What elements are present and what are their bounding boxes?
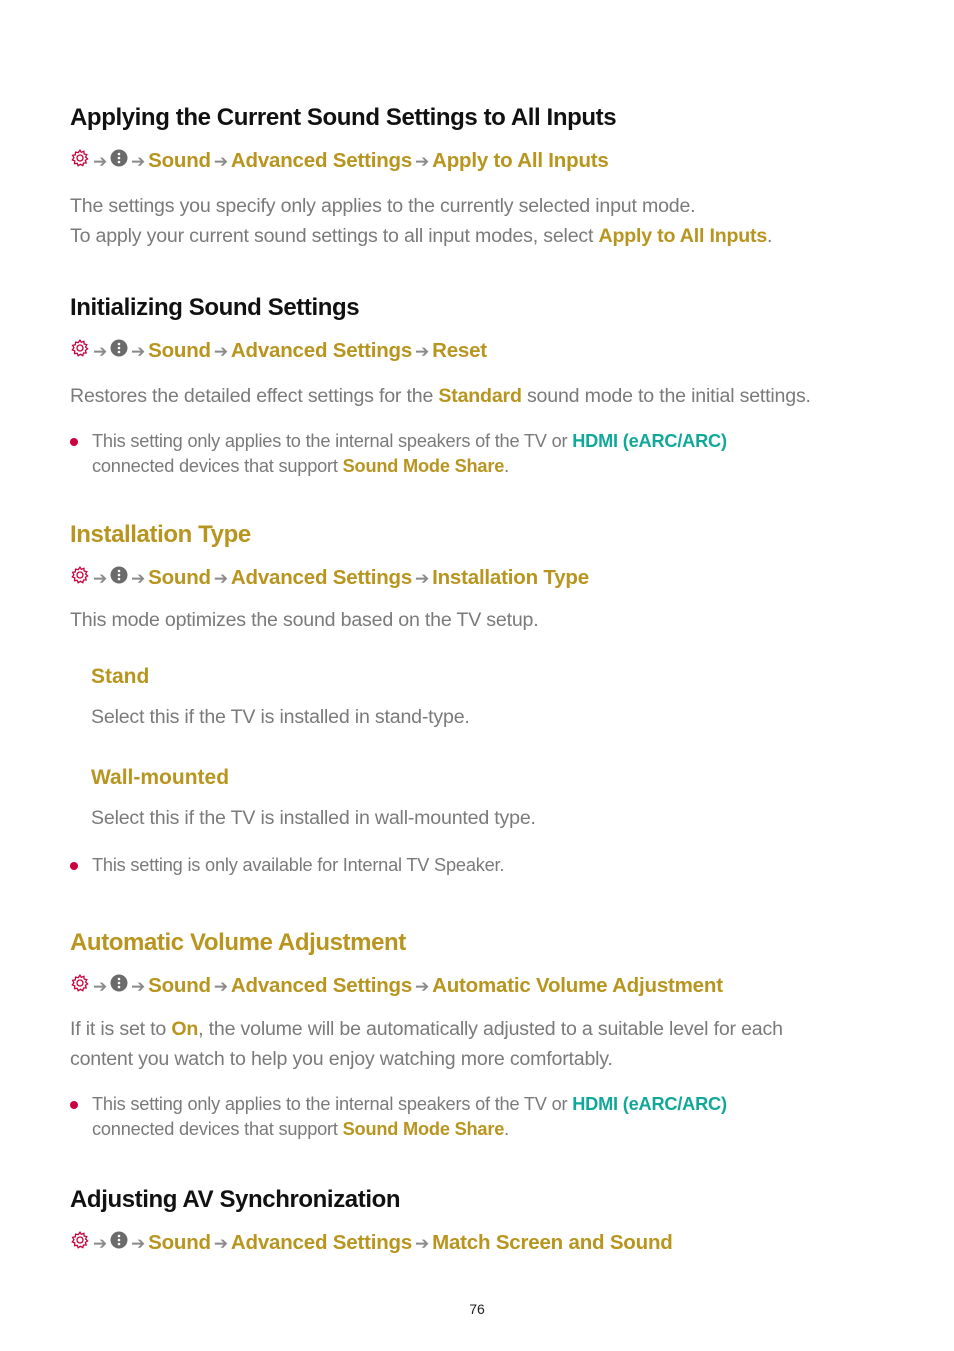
- gear-icon: [70, 338, 90, 358]
- note-text: connected devices that support: [92, 1119, 343, 1139]
- path-arrow: ➔: [213, 569, 228, 588]
- path-item-automatic-volume-adjustment: Automatic Volume Adjustment: [432, 974, 723, 997]
- path-arrow: ➔: [93, 342, 108, 361]
- note-text: .: [504, 456, 509, 476]
- section-initializing-sound: [70, 293, 890, 479]
- option-stand: [91, 662, 890, 732]
- section-title: Installation Type: [70, 521, 251, 548]
- note-text: .: [504, 1119, 509, 1139]
- path-item-advanced-settings: Advanced Settings: [230, 339, 413, 362]
- path-arrow: ➔: [93, 1234, 108, 1253]
- note-bullet: [70, 853, 890, 878]
- path-arrow: ➔: [93, 977, 108, 996]
- body-text: sound mode to the initial settings.: [521, 385, 811, 407]
- section-auto-volume: [70, 928, 890, 1142]
- highlight-on: On: [171, 1018, 199, 1040]
- path-arrow: ➔: [131, 1234, 146, 1253]
- more-dots-icon: [110, 1231, 128, 1249]
- body-line: content you watch to help you enjoy watching more comfortably.: [70, 1048, 613, 1070]
- path-item-sound: Sound: [148, 339, 211, 362]
- section-body: [70, 605, 890, 635]
- path-arrow: ➔: [131, 569, 146, 588]
- section-body: [70, 1014, 890, 1074]
- option-title: Wall-mounted: [91, 766, 230, 789]
- note-bullet: [70, 429, 890, 479]
- highlight-apply-to-all-inputs: Apply to All Inputs: [598, 225, 768, 247]
- path-arrow: ➔: [213, 342, 228, 361]
- more-dots-icon: [110, 339, 128, 357]
- path-arrow: ➔: [415, 977, 430, 996]
- highlight-sound-mode-share: Sound Mode Share: [342, 456, 505, 476]
- path-arrow: ➔: [415, 1234, 430, 1253]
- highlight-hdmi-earc: HDMI (eARC/ARC): [572, 1094, 727, 1114]
- option-title: Stand: [91, 665, 150, 688]
- path-item-installation-type: Installation Type: [432, 566, 589, 589]
- section-title: Automatic Volume Adjustment: [70, 929, 406, 956]
- body-line: [70, 1014, 890, 1044]
- bullet-dot-icon: [70, 1101, 78, 1109]
- note-text: This setting only applies to the internal speakers of the TV or: [92, 1094, 573, 1114]
- section-title: Initializing Sound Settings: [70, 294, 360, 321]
- path-item-sound: Sound: [148, 149, 211, 172]
- path-item-advanced-settings: Advanced Settings: [230, 974, 413, 997]
- gear-icon: [70, 973, 90, 993]
- path-arrow: ➔: [415, 152, 430, 171]
- body-text: .: [767, 225, 773, 247]
- path-item-advanced-settings: Advanced Settings: [230, 1231, 413, 1254]
- highlight-sound-mode-share: Sound Mode Share: [342, 1119, 505, 1139]
- section-av-sync: [70, 1185, 890, 1256]
- path-arrow: ➔: [131, 977, 146, 996]
- path-arrow: ➔: [415, 569, 430, 588]
- note-bullet: [70, 1092, 890, 1142]
- section-title: Applying the Current Sound Settings to All Inputs: [70, 104, 617, 131]
- path-item-match-screen-and-sound: Match Screen and Sound: [432, 1231, 673, 1254]
- path-item-sound: Sound: [148, 566, 211, 589]
- path-arrow: ➔: [213, 152, 228, 171]
- bullet-dot-icon: [70, 862, 78, 870]
- bullet-dot-icon: [70, 438, 78, 446]
- path-item-reset: Reset: [432, 339, 487, 362]
- section-installation-type: [70, 520, 890, 878]
- gear-icon: [70, 565, 90, 585]
- note-text: This setting only applies to the internal speakers of the TV or: [92, 431, 573, 451]
- section-title: Adjusting AV Synchronization: [70, 1186, 401, 1213]
- path-item-advanced-settings: Advanced Settings: [230, 149, 413, 172]
- body-line: The settings you specify only applies to the currently selected input mode.: [70, 195, 696, 217]
- path-arrow: ➔: [415, 342, 430, 361]
- highlight-hdmi-earc: HDMI (eARC/ARC): [572, 431, 727, 451]
- path-item-sound: Sound: [148, 1231, 211, 1254]
- body-text: To apply your current sound settings to all input modes, select: [70, 225, 599, 247]
- note-text: connected devices that support: [92, 456, 343, 476]
- path-item-sound: Sound: [148, 974, 211, 997]
- body-text: Restores the detailed effect settings for the: [70, 385, 439, 407]
- path-arrow: ➔: [213, 1234, 228, 1253]
- path-item-apply-to-all-inputs: Apply to All Inputs: [432, 149, 609, 172]
- note-text: This setting is only available for Internal TV Speaker.: [92, 855, 505, 875]
- section-apply-all-inputs: [70, 103, 890, 251]
- body-text: , the volume will be automatically adjusted to a suitable level for each: [198, 1018, 783, 1040]
- menu-path: [70, 338, 890, 364]
- page-number: 76: [469, 1301, 485, 1317]
- menu-path: [70, 565, 890, 591]
- gear-icon: [70, 1230, 90, 1250]
- section-body: [70, 191, 890, 251]
- body-line: [70, 381, 890, 411]
- path-item-advanced-settings: Advanced Settings: [230, 566, 413, 589]
- path-arrow: ➔: [131, 342, 146, 361]
- option-desc: Select this if the TV is installed in wall-mounted type.: [91, 807, 536, 829]
- path-arrow: ➔: [131, 152, 146, 171]
- path-arrow: ➔: [213, 977, 228, 996]
- menu-path: [70, 148, 890, 174]
- path-arrow: ➔: [93, 152, 108, 171]
- body-line: [70, 221, 890, 251]
- more-dots-icon: [110, 566, 128, 584]
- body-text: If it is set to: [70, 1018, 172, 1040]
- option-wall-mounted: [91, 763, 890, 833]
- menu-path: [70, 1230, 890, 1256]
- more-dots-icon: [110, 974, 128, 992]
- gear-icon: [70, 148, 90, 168]
- option-desc: Select this if the TV is installed in stand-type.: [91, 706, 470, 728]
- more-dots-icon: [110, 149, 128, 167]
- section-body: [70, 381, 890, 411]
- body-line: This mode optimizes the sound based on the TV setup.: [70, 609, 539, 631]
- path-arrow: ➔: [93, 569, 108, 588]
- highlight-standard: Standard: [438, 385, 522, 407]
- menu-path: [70, 973, 890, 999]
